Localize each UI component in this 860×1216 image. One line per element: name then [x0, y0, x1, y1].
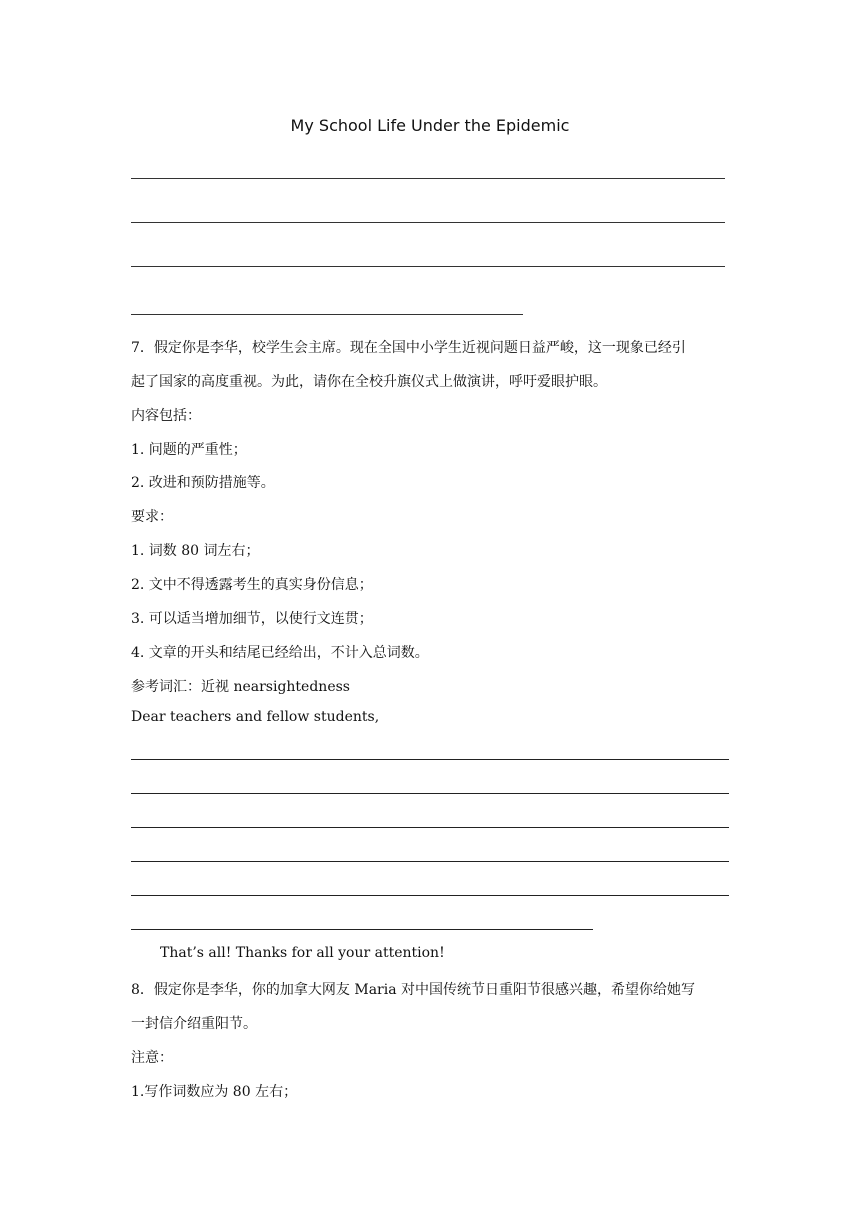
- q8-notice-heading: 注意：: [131, 1050, 173, 1066]
- writing-line: [131, 895, 729, 896]
- q7-requirement-2: 2. 文中不得透露考生的真实身份信息；: [131, 577, 373, 593]
- q7-prompt-line-1: 7．假定你是李华，校学生会主席。现在全国中小学生近视问题日益严峻，这一现象已经引: [131, 340, 686, 356]
- writing-line: [131, 266, 725, 267]
- q7-requirement-4: 4. 文章的开头和结尾已经给出，不计入总词数。: [131, 645, 429, 661]
- essay-title: My School Life Under the Epidemic: [290, 116, 570, 135]
- q7-vocab: 参考词汇：近视 nearsightedness: [131, 679, 350, 695]
- q7-requirements-heading: 要求：: [131, 509, 173, 525]
- q7-greeting: Dear teachers and fellow students,: [131, 709, 380, 725]
- q7-requirement-1: 1. 词数 80 词左右；: [131, 543, 260, 559]
- q8-notice-item-1: 1.写作词数应为 80 左右；: [131, 1084, 298, 1100]
- q8-prompt-line-1: 8．假定你是李华，你的加拿大网友 Maria 对中国传统节日重阳节很感兴趣，希望你给她写: [131, 982, 696, 998]
- q7-requirement-3: 3. 可以适当增加细节，以使行文连贯；: [131, 611, 373, 627]
- writing-line: [131, 861, 729, 862]
- writing-line: [131, 759, 729, 760]
- writing-line: [131, 178, 725, 179]
- writing-line: [131, 222, 725, 223]
- q7-content-heading: 内容包括：: [131, 408, 201, 424]
- q7-closing: That’s all! Thanks for all your attention!: [160, 945, 445, 961]
- q7-content-item-1: 1. 问题的严重性；: [131, 442, 247, 458]
- writing-line: [131, 929, 593, 930]
- q7-prompt-line-2: 起了国家的高度重视。为此，请你在全校升旗仪式上做演讲，呼吁爱眼护眼。: [131, 374, 607, 390]
- q7-content-item-2: 2. 改进和预防措施等。: [131, 475, 275, 491]
- q8-prompt-line-2: 一封信介绍重阳节。: [131, 1016, 257, 1032]
- writing-line: [131, 314, 523, 315]
- writing-line: [131, 793, 729, 794]
- writing-line: [131, 827, 729, 828]
